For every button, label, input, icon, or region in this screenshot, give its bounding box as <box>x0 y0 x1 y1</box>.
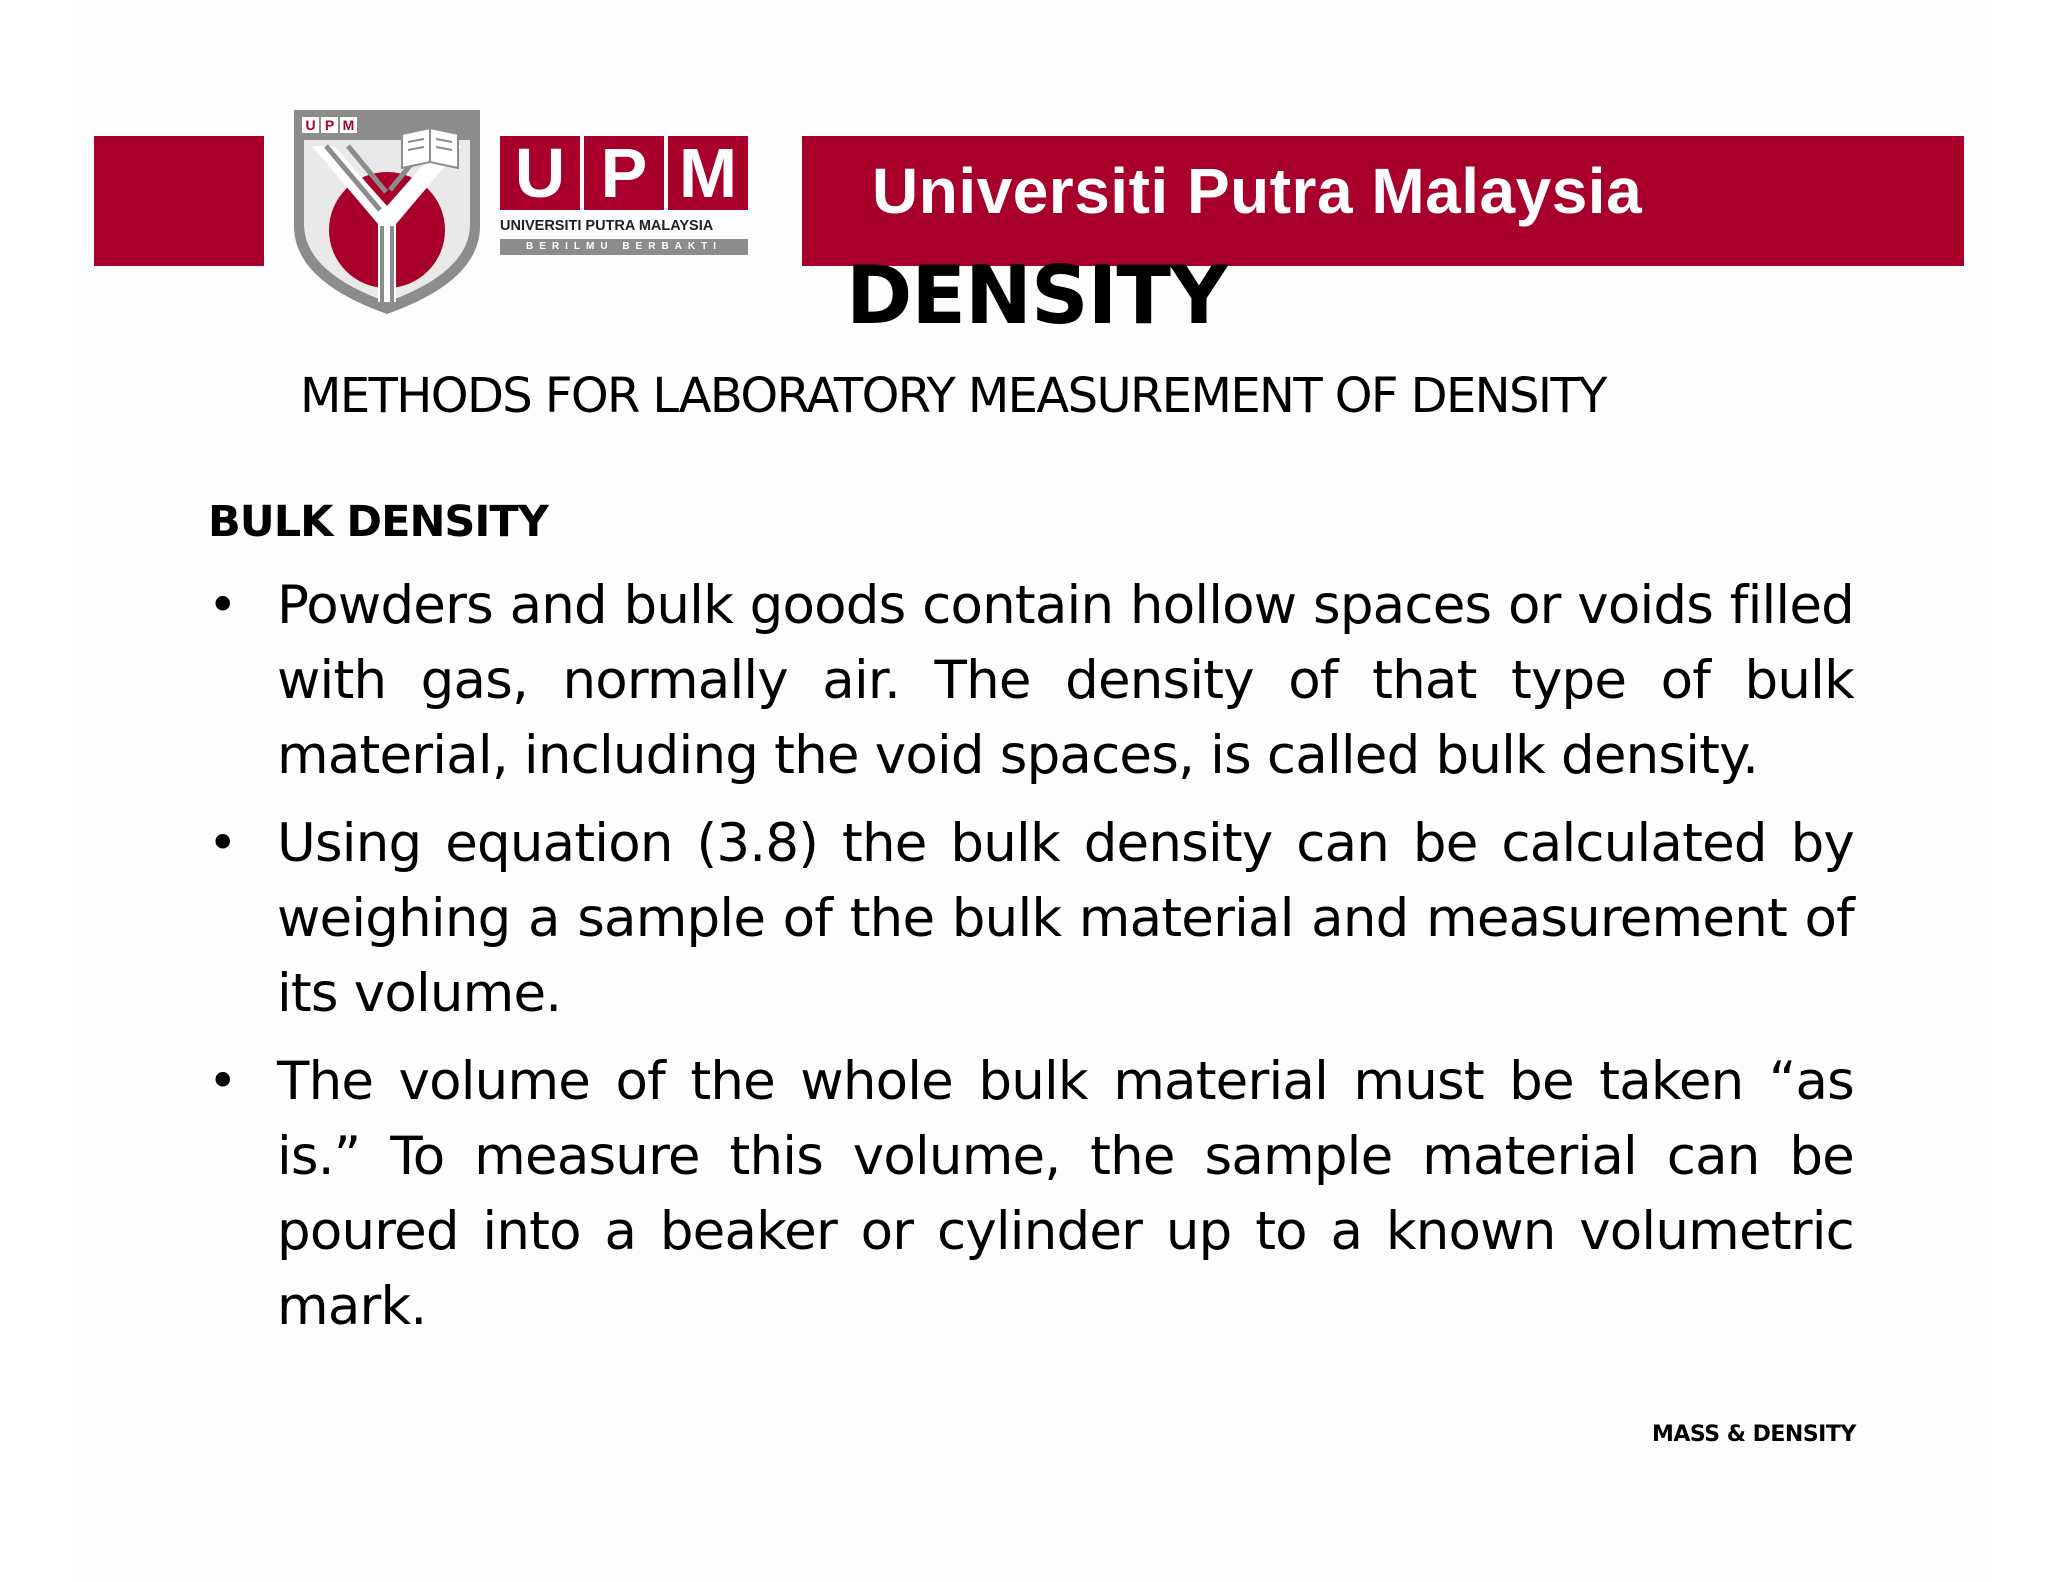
wordmark-motto: BERILMU BERBAKTI <box>500 239 748 255</box>
bullet-marker: • <box>208 814 237 872</box>
section-heading: BULK DENSITY <box>208 497 548 547</box>
bullet-text: The volume of the whole bulk material must be taken “as is.” To measure this volume, the sample material can be poured into a beaker or cylinder up to a known volumetric mark. <box>277 1051 1854 1337</box>
slide-subtitle: METHODS FOR LABORATORY MEASUREMENT OF DENSITY <box>300 368 1606 424</box>
wordmark-letter-m: M <box>668 136 748 210</box>
bullet-text: Using equation (3.8) the bulk density can be calculated by weighing a sample of the bulk material and measurement of its volume. <box>277 813 1854 1024</box>
wordmark-letter-p: P <box>584 136 664 210</box>
wordmark-university-name: UNIVERSITI PUTRA MALAYSIA <box>500 218 714 234</box>
bullet-list <box>200 568 1854 1357</box>
wordmark-letters <box>500 136 750 210</box>
bullet-marker: • <box>208 1052 237 1110</box>
upm-shield-icon <box>290 106 484 318</box>
shield-letter: M <box>342 117 355 133</box>
university-name: Universiti Putra Malaysia <box>872 155 1643 227</box>
header-banner-left <box>94 136 264 266</box>
slide-footer: MASS & DENSITY <box>1652 1422 1856 1447</box>
bullet-marker: • <box>208 576 237 634</box>
list-item <box>200 568 1854 793</box>
shield-letter: P <box>324 117 335 133</box>
slide-title: DENSITY <box>846 249 1227 342</box>
shield-letter: U <box>305 117 316 133</box>
list-item <box>200 806 1854 1031</box>
wordmark-letter-u: U <box>500 136 580 210</box>
upm-wordmark <box>500 136 750 266</box>
bullet-text: Powders and bulk goods contain hollow spaces or voids filled with gas, normally air. The density of that type of bulk material, including the void spaces, is called bulk density. <box>277 575 1854 786</box>
list-item <box>200 1044 1854 1344</box>
